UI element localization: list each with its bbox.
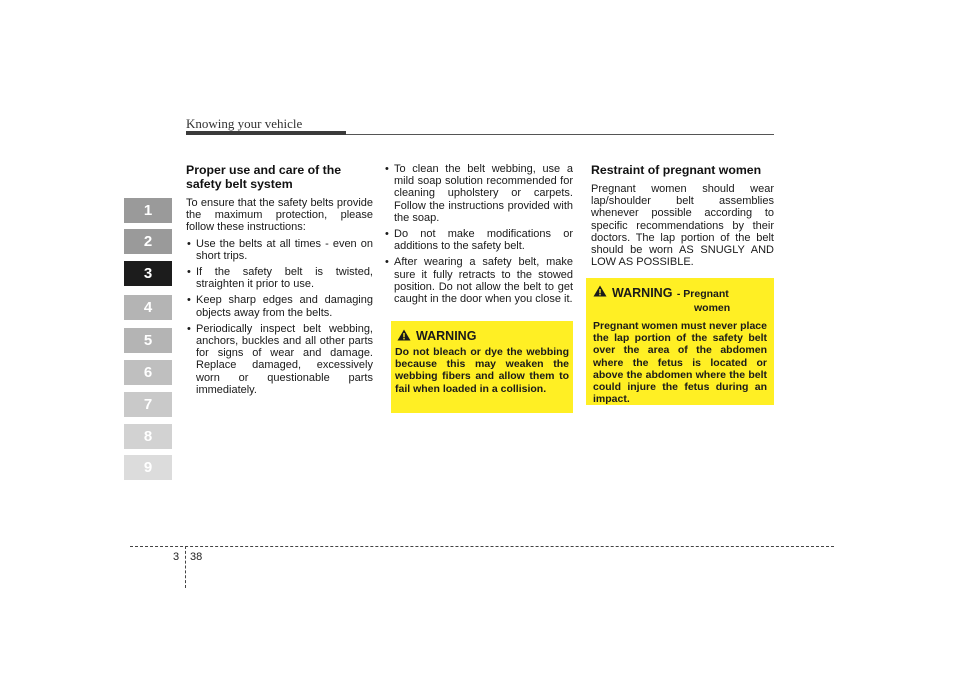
- list-item: • After wearing a safety belt, make sure it fully retracts to the stowed position. Do not allow the belt to get caught in the door when you close it.: [384, 256, 573, 305]
- list-item: • Keep sharp edges and damaging objects away from the belts.: [186, 294, 373, 318]
- chapter-tab-8[interactable]: [124, 424, 172, 449]
- footer-divider: [185, 546, 186, 588]
- warning-triangle-icon: [593, 285, 607, 297]
- chapter-tab-label: 1: [143, 202, 153, 219]
- footer-chapter-number: 3: [173, 551, 180, 563]
- chapter-tab-label: 4: [143, 299, 153, 316]
- running-header-title: Knowing your vehicle: [186, 116, 303, 131]
- chapter-tab-9[interactable]: [124, 455, 172, 480]
- chapter-tab-5[interactable]: [124, 328, 172, 353]
- chapter-tab-label: 6: [143, 364, 153, 381]
- chapter-tab-label: 2: [143, 233, 153, 250]
- chapter-tab-label: 9: [143, 459, 153, 476]
- chapter-tab-7[interactable]: [124, 392, 172, 417]
- section-heading-pregnant: Restraint of pregnant women: [591, 163, 762, 177]
- warning-subtitle: - Pregnant: [676, 288, 729, 300]
- section-body: Pregnant women should wear lap/shoulder belt assemblies whenever possible according to specific recommendations by their doctors. The lap portion of the belt should be worn AS SNUGLY AND LOW AS POSSIBLE.: [591, 183, 774, 269]
- bullet-list: [384, 163, 573, 305]
- chapter-tab-label: 7: [143, 396, 153, 413]
- warning-header: [397, 329, 569, 343]
- header-rule-thin: [346, 134, 774, 135]
- column-right: [591, 163, 774, 272]
- bullet-list: [186, 238, 373, 396]
- warning-subtitle-cont: women: [694, 302, 731, 314]
- section-intro: To ensure that the safety belts provide the maximum protection, please follow these instructions:: [186, 197, 373, 234]
- footer-page-number: 38: [190, 551, 203, 563]
- header-rule-thick: [186, 131, 346, 135]
- warning-title: WARNING: [612, 286, 673, 300]
- chapter-tab-label: 3: [143, 265, 153, 282]
- column-left: [186, 163, 373, 400]
- chapter-tab-6[interactable]: [124, 360, 172, 385]
- warning-title: WARNING: [416, 329, 477, 343]
- column-middle: [384, 163, 573, 309]
- chapter-tab-label: 5: [143, 332, 153, 349]
- section-heading-belt-care: Proper use and care of the safety belt system: [186, 163, 342, 191]
- warning-triangle-icon: [397, 329, 411, 341]
- list-item: • To clean the belt webbing, use a mild soap solution recommended for cleaning upholstery or carpets. Follow the instructions provided with the soap.: [384, 163, 573, 224]
- warning-text: Pregnant women must never place the lap portion of the safety belt over the area of the abdomen where the fetus is located or above the abdomen where the belt could injure the fetus during an impact.: [593, 320, 767, 406]
- warning-box-pregnant: [586, 278, 774, 405]
- list-item: • Use the belts at all times - even on short trips.: [186, 238, 373, 262]
- warning-box-bleach: [391, 321, 573, 413]
- chapter-tab-2[interactable]: [124, 229, 172, 254]
- chapter-tab-3[interactable]: [124, 261, 172, 286]
- list-item: • Do not make modifications or additions to the safety belt.: [384, 228, 573, 252]
- list-item: • If the safety belt is twisted, straighten it prior to use.: [186, 266, 373, 290]
- chapter-tab-label: 8: [143, 428, 153, 445]
- footer-rule: [130, 546, 834, 547]
- list-item: • Periodically inspect belt webbing, anchors, buckles and all other parts for signs of wear and damage. Replace damaged, excessively worn or questionable parts immediately.: [186, 323, 373, 396]
- warning-header: [593, 284, 770, 314]
- chapter-tab-4[interactable]: [124, 295, 172, 320]
- warning-text: Do not bleach or dye the webbing because this may weaken the webbing fibers and allow them to fail when loaded in a collision.: [395, 346, 569, 395]
- chapter-tab-1[interactable]: [124, 198, 172, 223]
